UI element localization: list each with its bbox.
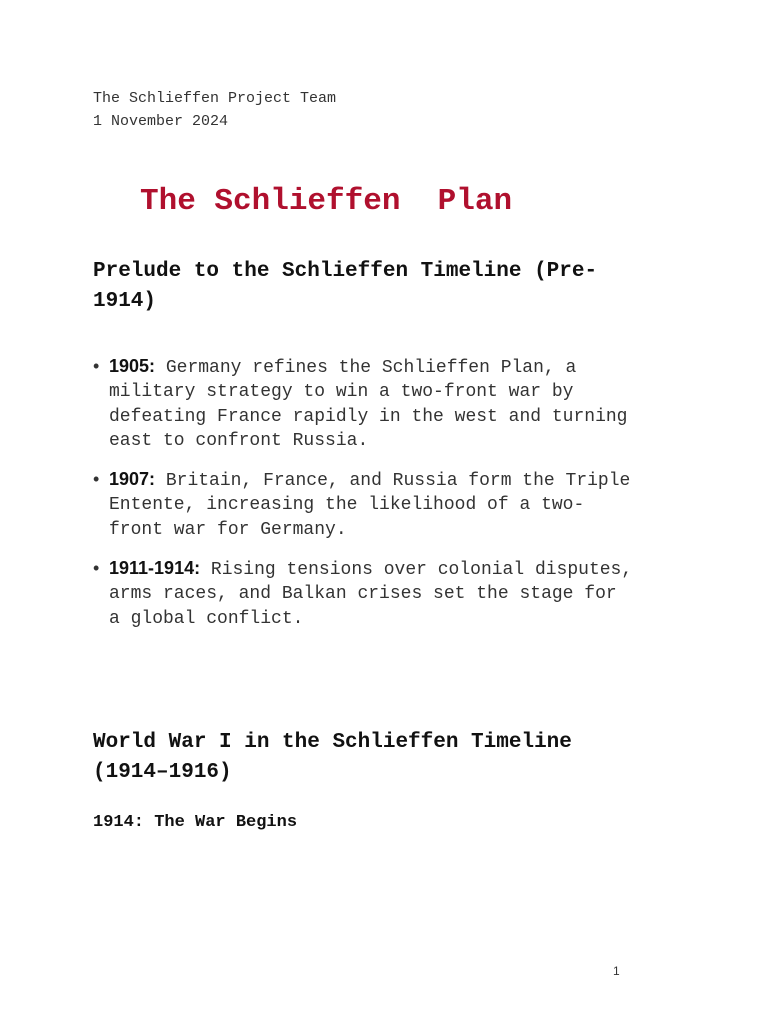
section-heading-prelude: Prelude to the Schlieffen Timeline (Pre-1914)	[93, 260, 598, 313]
bullet-year: 1911-1914:	[109, 558, 201, 579]
bullet-text: Germany refines the Schlieffen Plan, a military strategy to win a two-front war by defeating France rapidly in the west and turning east to confront Russia.	[109, 358, 628, 451]
timeline-bullet-list	[93, 354, 633, 645]
author-line: The Schlieffen Project Team	[93, 90, 337, 107]
list-item	[93, 467, 633, 542]
bullet-year: 1907:	[109, 469, 156, 490]
bullet-text: Britain, France, and Russia form the Triple Entente, increasing the likelihood of a two-front war for Germany.	[109, 471, 631, 540]
document-title: The Schlieffen Plan	[140, 184, 513, 219]
bullet-icon: •	[93, 558, 100, 579]
document-meta	[93, 87, 336, 133]
subsection-heading-1914: 1914: The War Begins	[93, 813, 298, 832]
page-number: 1	[613, 964, 620, 978]
list-item	[93, 556, 633, 631]
list-item	[93, 354, 633, 453]
date-line: 1 November 2024	[93, 113, 229, 130]
bullet-icon: •	[93, 469, 100, 490]
bullet-text: Rising tensions over colonial disputes, arms races, and Balkan crises set the stage for a global conflict.	[109, 560, 633, 629]
section-heading-wwi: World War I in the Schlieffen Timeline (1914–1916)	[93, 731, 572, 784]
bullet-icon: •	[93, 356, 100, 376]
bullet-year: 1905:	[109, 356, 156, 376]
